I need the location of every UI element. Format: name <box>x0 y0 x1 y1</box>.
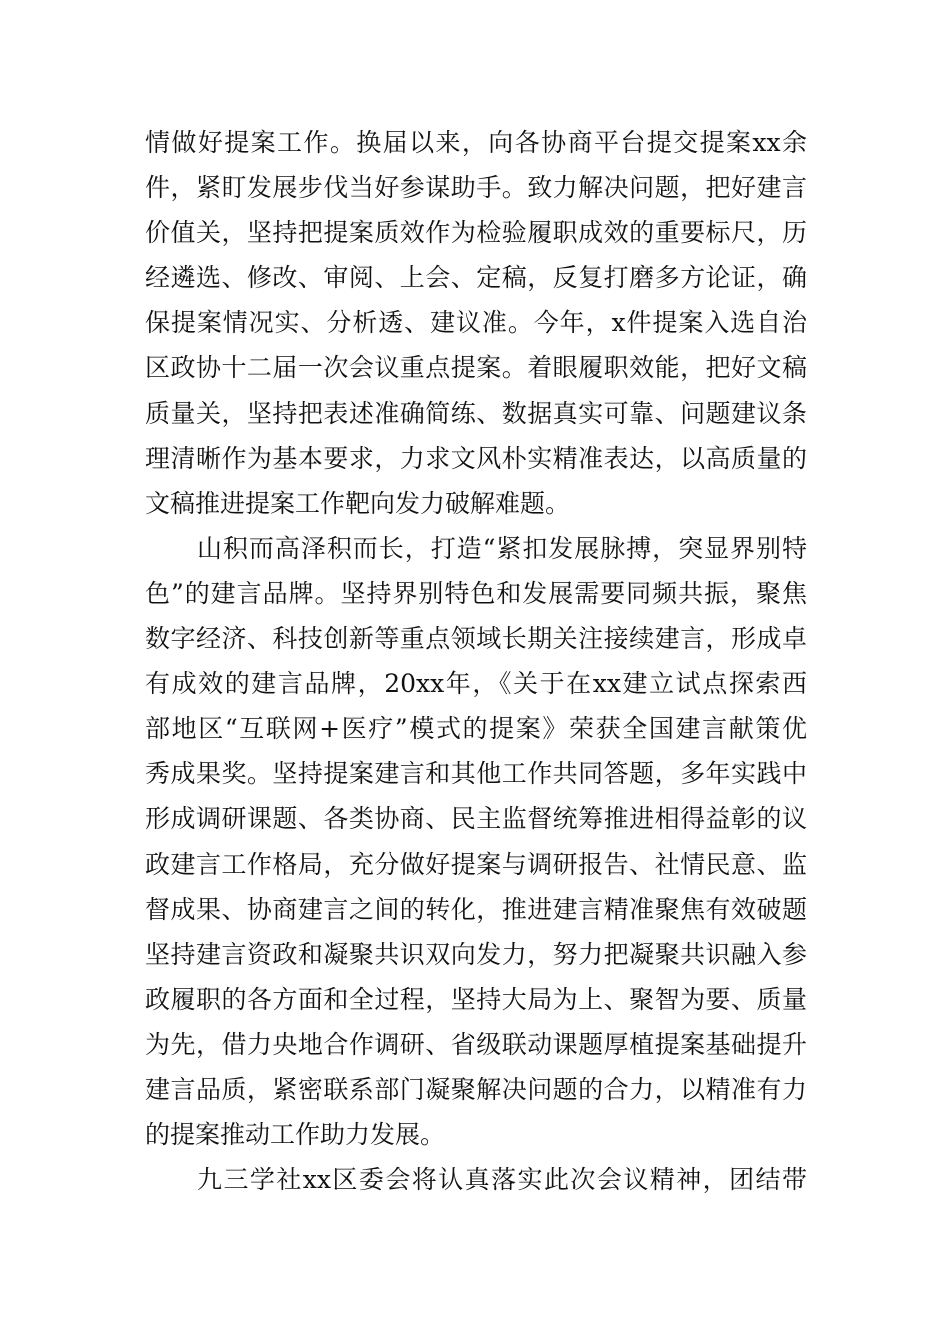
text-line: 坚持建言资政和凝聚共识双向发力，努力把凝聚共识融入参 <box>145 939 807 969</box>
body-text <box>145 120 807 1202</box>
text-line: 数字经济、科技创新等重点领域长期关注接续建言，形成卓 <box>145 624 807 654</box>
text-line: 政建言工作格局，充分做好提案与调研报告、社情民意、监 <box>145 849 807 879</box>
text-line: 情做好提案工作。换届以来，向各协商平台提交提案xx余 <box>145 128 807 157</box>
text-line: 质量关，坚持把表述准确简练、数据真实可靠、问题建议条 <box>145 398 807 428</box>
text-line: 山积而高泽积而长，打造“紧扣发展脉搏，突显界别特 <box>197 533 807 563</box>
text-line: 为先，借力央地合作调研、省级联动课题厚植提案基础提升 <box>145 1029 807 1059</box>
text-line: 件，紧盯发展步伐当好参谋助手。致力解决问题，把好建言 <box>145 173 807 203</box>
text-line: 政履职的各方面和全过程，坚持大局为上、聚智为要、质量 <box>145 984 807 1014</box>
text-line: 有成效的建言品牌，20xx年，《关于在xx建立试点探索西 <box>145 669 807 699</box>
text-line: 部地区“互联网+医疗”模式的提案》荣获全国建言献策优 <box>145 714 807 744</box>
text-line: 经遴选、修改、审阅、上会、定稿，反复打磨多方论证，确 <box>145 263 807 293</box>
text-line: 秀成果奖。坚持提案建言和其他工作共同答题，多年实践中 <box>145 759 807 789</box>
text-line: 价值关，坚持把提案质效作为检验履职成效的重要标尺，历 <box>145 218 807 248</box>
text-line: 九三学社xx区委会将认真落实此次会议精神，团结带 <box>197 1165 807 1195</box>
text-line: 保提案情况实、分析透、建议准。今年，x件提案入选自治 <box>145 308 807 338</box>
text-line: 形成调研课题、各类协商、民主监督统筹推进相得益彰的议 <box>145 804 807 834</box>
text-line: 理清晰作为基本要求，力求文风朴实精准表达，以高质量的 <box>145 443 807 473</box>
text-line: 建言品质，紧密联系部门凝聚解决问题的合力，以精准有力 <box>145 1074 807 1104</box>
text-line: 区政协十二届一次会议重点提案。着眼履职效能，把好文稿 <box>145 353 807 383</box>
text-line: 督成果、协商建言之间的转化，推进建言精准聚焦有效破题 <box>145 894 807 924</box>
text-line: 色”的建言品牌。坚持界别特色和发展需要同频共振，聚焦 <box>145 578 807 608</box>
text-line: 的提案推动工作助力发展。 <box>145 1120 446 1150</box>
text-line: 文稿推进提案工作靶向发力破解难题。 <box>145 488 571 518</box>
